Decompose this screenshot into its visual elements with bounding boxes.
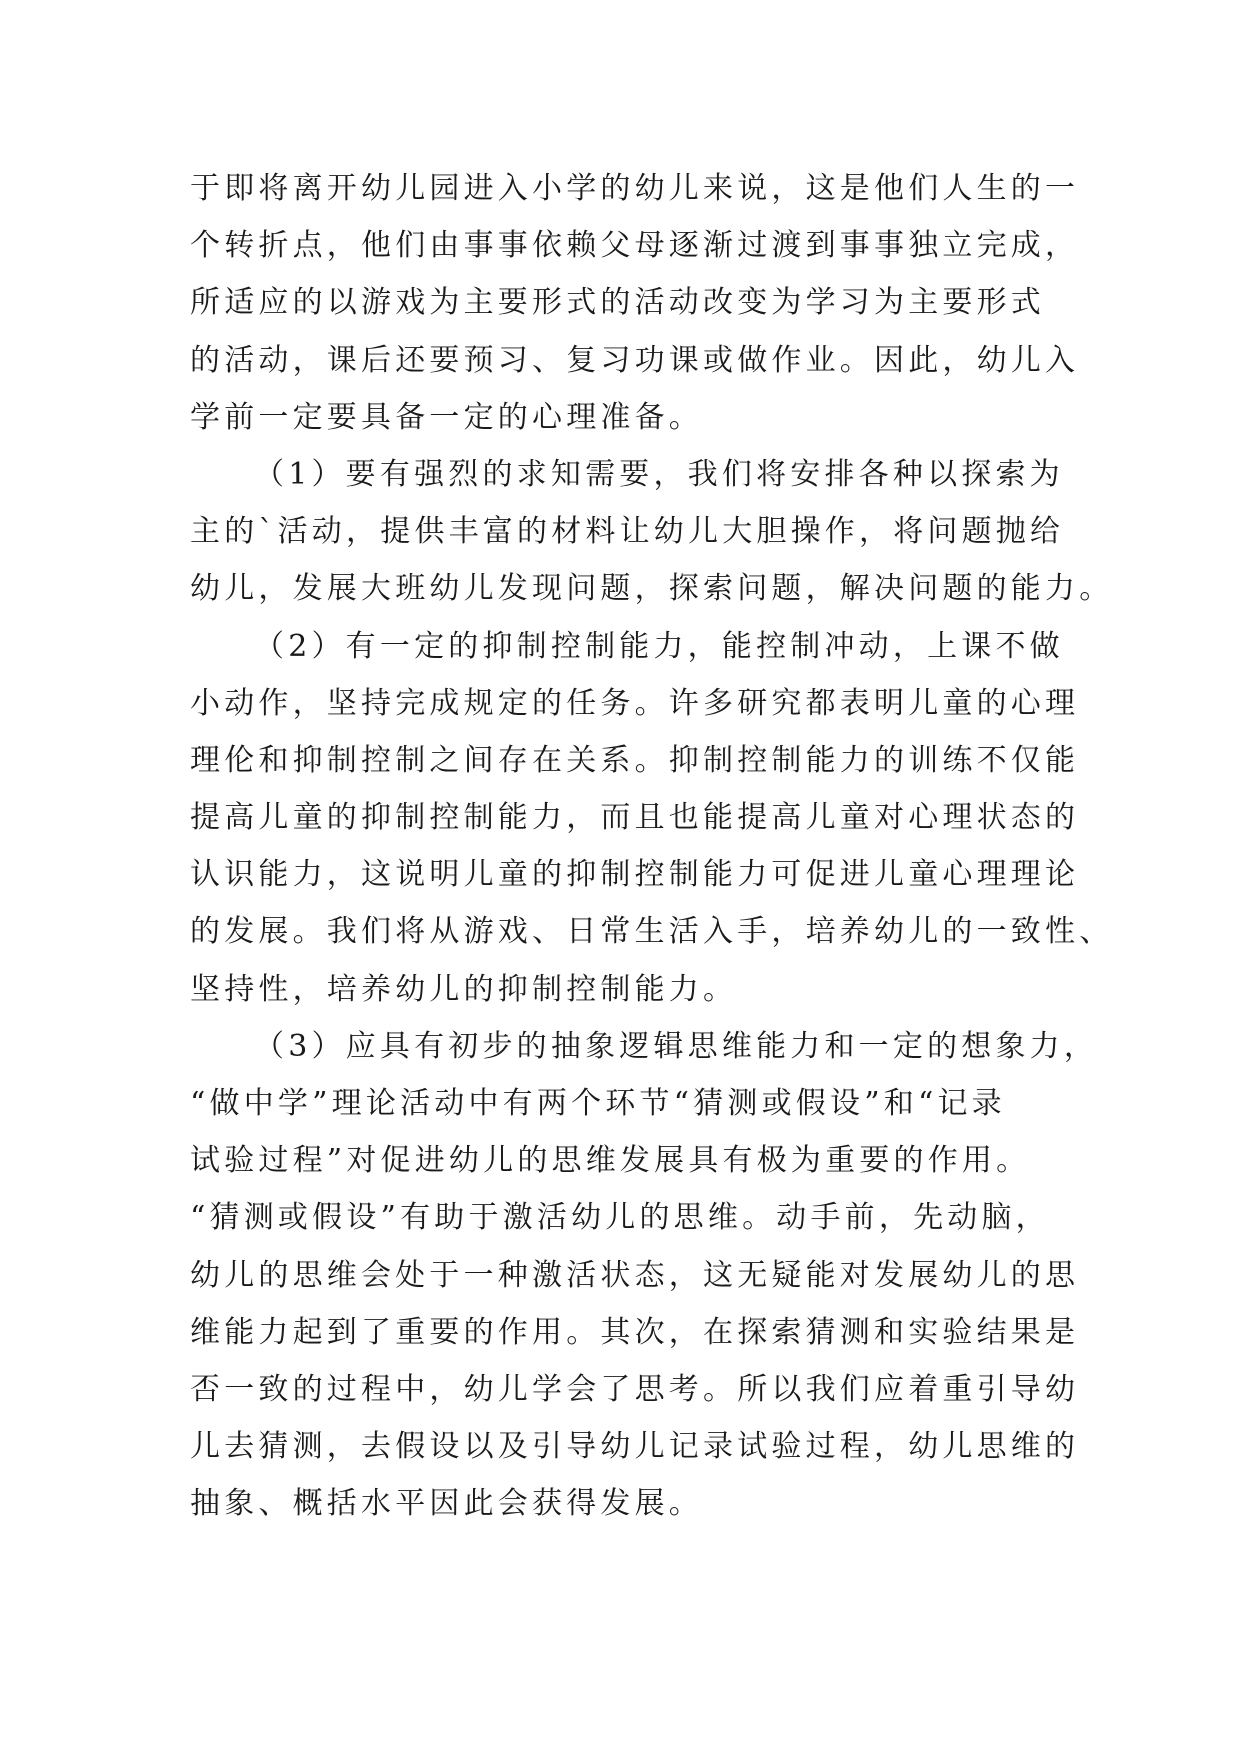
text-line: 否一致的过程中，幼儿学会了思考。所以我们应着重引导幼 xyxy=(190,1371,1080,1407)
text-line: （3）应具有初步的抽象逻辑思维能力和一定的想象力， xyxy=(254,1028,1099,1064)
text-line: 幼儿的思维会处于一种激活状态，这无疑能对发展幼儿的思 xyxy=(190,1257,1080,1293)
text-line: 儿去猜测，去假设以及引导幼儿记录试验过程，幼儿思维的 xyxy=(190,1429,1080,1465)
text-line: 提高儿童的抑制控制能力，而且也能提高儿童对心理状态的 xyxy=(190,800,1080,836)
text-line: 理伦和抑制控制之间存在关系。抑制控制能力的训练不仅能 xyxy=(190,742,1080,778)
text-line: “做中学”理论活动中有两个环节“猜测或假设”和“记录 xyxy=(190,1086,1006,1121)
text-line: 认识能力，这说明儿童的抑制控制能力可促进儿童心理理论 xyxy=(190,857,1080,893)
text-line: “猜测或假设”有助于激活幼儿的思维。动手前，先动脑， xyxy=(190,1200,1050,1236)
text-line: 维能力起到了重要的作用。其次，在探索猜测和实验结果是 xyxy=(190,1314,1080,1350)
text-line: 试验过程”对促进幼儿的思维发展具有极为重要的作用。 xyxy=(190,1143,1031,1179)
text-line: 主的`活动，提供丰富的材料让幼儿大胆操作，将问题抛给 xyxy=(190,514,1065,550)
text-line: （2）有一定的抑制控制能力，能控制冲动，上课不做 xyxy=(254,628,1064,664)
text-line: 所适应的以游戏为主要形式的活动改变为学习为主要形式 xyxy=(190,285,1045,321)
paragraph-intro xyxy=(190,160,1090,446)
text-line: 学前一定要具备一定的心理准备。 xyxy=(190,399,703,435)
text-line: 于即将离开幼儿园进入小学的幼儿来说，这是他们人生的一 xyxy=(190,171,1080,206)
text-line: 的发展。我们将从游戏、日常生活入手，培养幼儿的一致性、 xyxy=(190,914,1114,950)
text-line: （1）要有强烈的求知需要，我们将安排各种以探索为 xyxy=(254,456,1064,492)
document-body xyxy=(190,160,1114,1533)
text-line: 的活动，课后还要预习、复习功课或做作业。因此，幼儿入 xyxy=(190,342,1080,378)
text-line: 幼儿，发展大班幼儿发现问题，探索问题，解决问题的能力。 xyxy=(190,571,1114,607)
text-line: 小动作，坚持完成规定的任务。许多研究都表明儿童的心理 xyxy=(190,685,1080,721)
paragraph-item-2 xyxy=(190,618,1114,1018)
text-line: 个转折点，他们由事事依赖父母逐渐过渡到事事独立完成， xyxy=(190,228,1080,264)
text-line: 坚持性，培养幼儿的抑制控制能力。 xyxy=(190,971,738,1007)
paragraph-item-1 xyxy=(190,446,1114,618)
paragraph-item-3 xyxy=(190,1018,1099,1533)
text-line: 抽象、概括水平因此会获得发展。 xyxy=(190,1486,703,1522)
